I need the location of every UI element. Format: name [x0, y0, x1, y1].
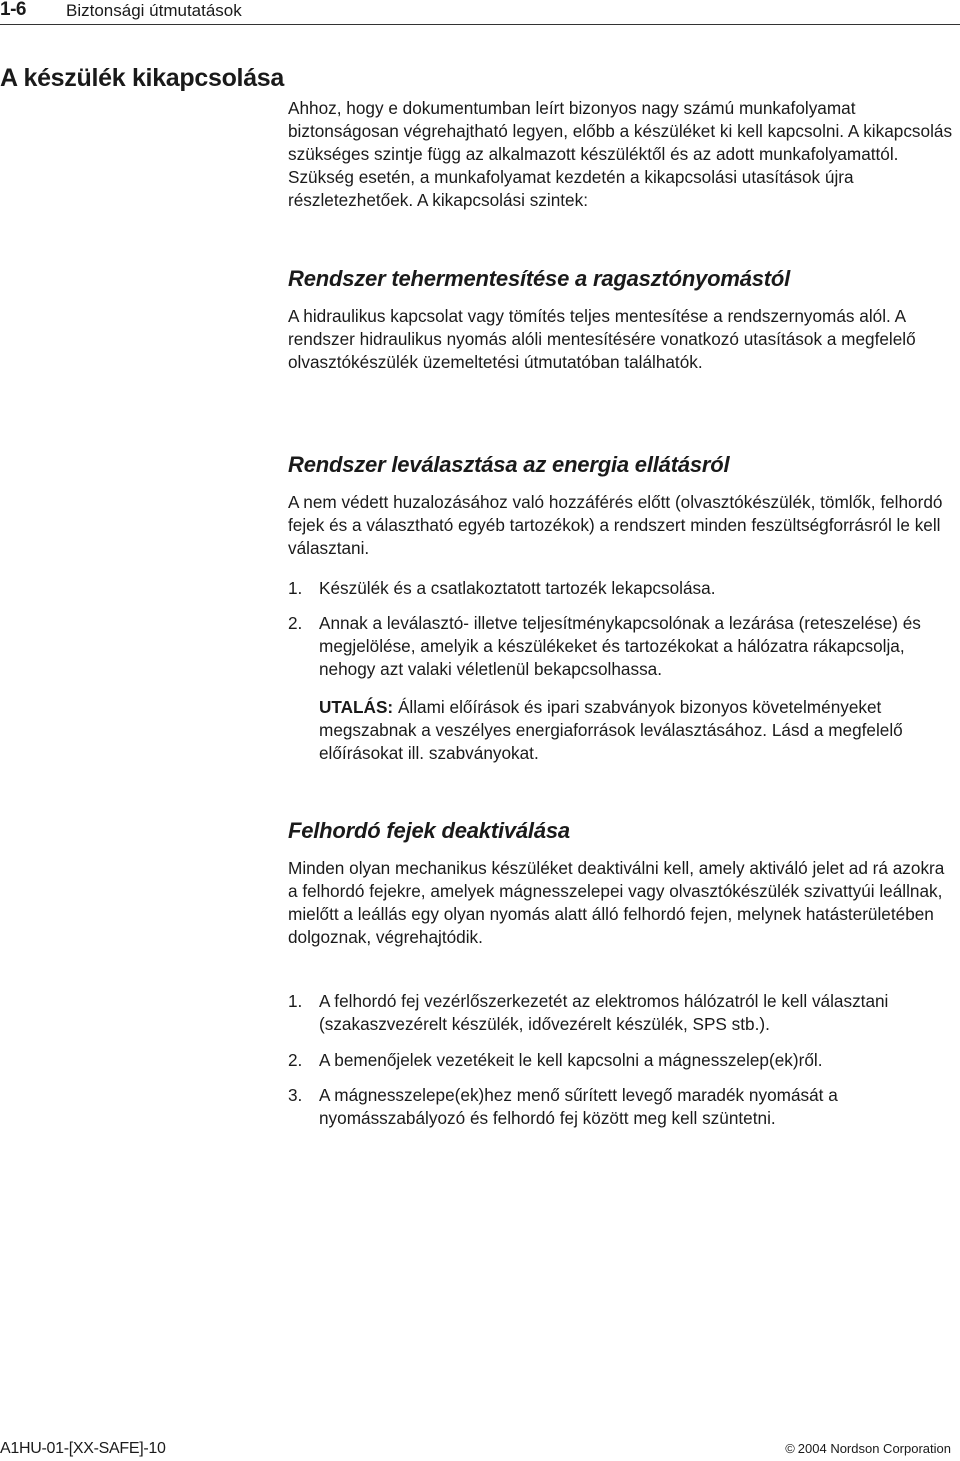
footer-doc-id: A1HU-01-[XX-SAFE]-10 — [0, 1440, 166, 1457]
copyright-icon: © — [785, 1441, 795, 1456]
list-number: 1. — [288, 578, 303, 598]
list-text: A felhordó fej vezérlőszerkezetét az elektromos hálózatról le kell választani (szakaszvezérelt készülék, idővezérelt készülék, SPS stb.). — [319, 991, 889, 1034]
list-number: 3. — [288, 1085, 303, 1105]
list-number: 1. — [288, 991, 303, 1011]
energy-isolation-paragraph: A nem védett huzalozásához való hozzáférés előtt (olvasztókészülék, tömlők, felhordó fejek és a választható egyéb tartozékok) a rendszert minden feszültségforrásról le kell választani. — [288, 492, 943, 558]
intro-paragraph: Ahhoz, hogy e dokumentumban leírt bizonyos nagy számú munkafolyamat biztonságosan végrehajtható legyen, előbb a készüléket ki kell kapcsolni. A kikapcsolás szükséges szintje függ az alkalmazott készüléktől és az adott munkafolyamattól. Szükség esetén, a munkafolyamat kezdetén a kikapcsolási utasítások újra részletezhetőek. A kikapcsolási szintek: — [288, 98, 953, 210]
list-text: Annak a leválasztó- illetve teljesítménykapcsolónak a lezárása (reteszelése) és megjelölése, amelyik a készülékeket és tartozékokat a hálózatra rákapcsolja, nehogy azt valaki véletlenül bekapcsolhassa. — [319, 613, 921, 679]
list-number: 2. — [288, 1050, 303, 1070]
energy-isolation-title: Rendszer leválasztása az energia ellátásról — [288, 452, 730, 477]
list-number: 2. — [288, 613, 303, 633]
note-label: UTALÁS: — [319, 697, 394, 717]
copyright-text: 2004 Nordson Corporation — [797, 1441, 951, 1456]
list-text: Készülék és a csatlakoztatott tartozék lekapcsolása. — [319, 578, 716, 598]
list-text: A mágnesszelepe(ek)hez menő sűrített levegő maradék nyomását a nyomásszabályozó és felhordó fej között meg kell szüntetni. — [319, 1085, 838, 1128]
header-divider — [0, 24, 960, 25]
heads-deactivation-title: Felhordó fejek deaktiválása — [288, 818, 570, 843]
page-number: 1-6 — [0, 0, 26, 20]
note-text: Állami előírások és ipari szabványok bizonyos követelményeket megszabnak a veszélyes energiaforrások leválasztásához. Lásd a megfelelő előírásokat ill. szabványokat. — [319, 697, 903, 763]
heads-deactivation-paragraph: Minden olyan mechanikus készüléket deaktiválni kell, amely aktiváló jelet ad rá azokra a felhordó fejekre, amelyek mágnesszelepei vagy olvasztókészülék szivattyúi leállnak, mielőtt a leállás egy olyan nyomás alatt álló felhordó fejen, melynek hatásterületében dolgoznak, végrehajtódik. — [288, 858, 945, 947]
page-header — [0, 0, 960, 24]
header-title: Biztonsági útmutatások — [66, 1, 242, 20]
list-text: A bemenőjelek vezetékeit le kell kapcsolni a mágnesszelep(ek)ről. — [319, 1050, 823, 1070]
main-section-title: A készülék kikapcsolása — [0, 64, 285, 92]
footer-copyright — [785, 1441, 951, 1456]
pressure-relief-paragraph: A hidraulikus kapcsolat vagy tömítés teljes mentesítése a rendszernyomás alól. A rendszer hidraulikus nyomás alóli mentesítésére vonatkozó utasítások a megfelelő olvasztókészülék üzemeltetési útmutatóban találhatók. — [288, 306, 916, 372]
pressure-relief-title: Rendszer tehermentesítése a ragasztónyomástól — [288, 266, 791, 291]
note-block — [319, 696, 949, 765]
